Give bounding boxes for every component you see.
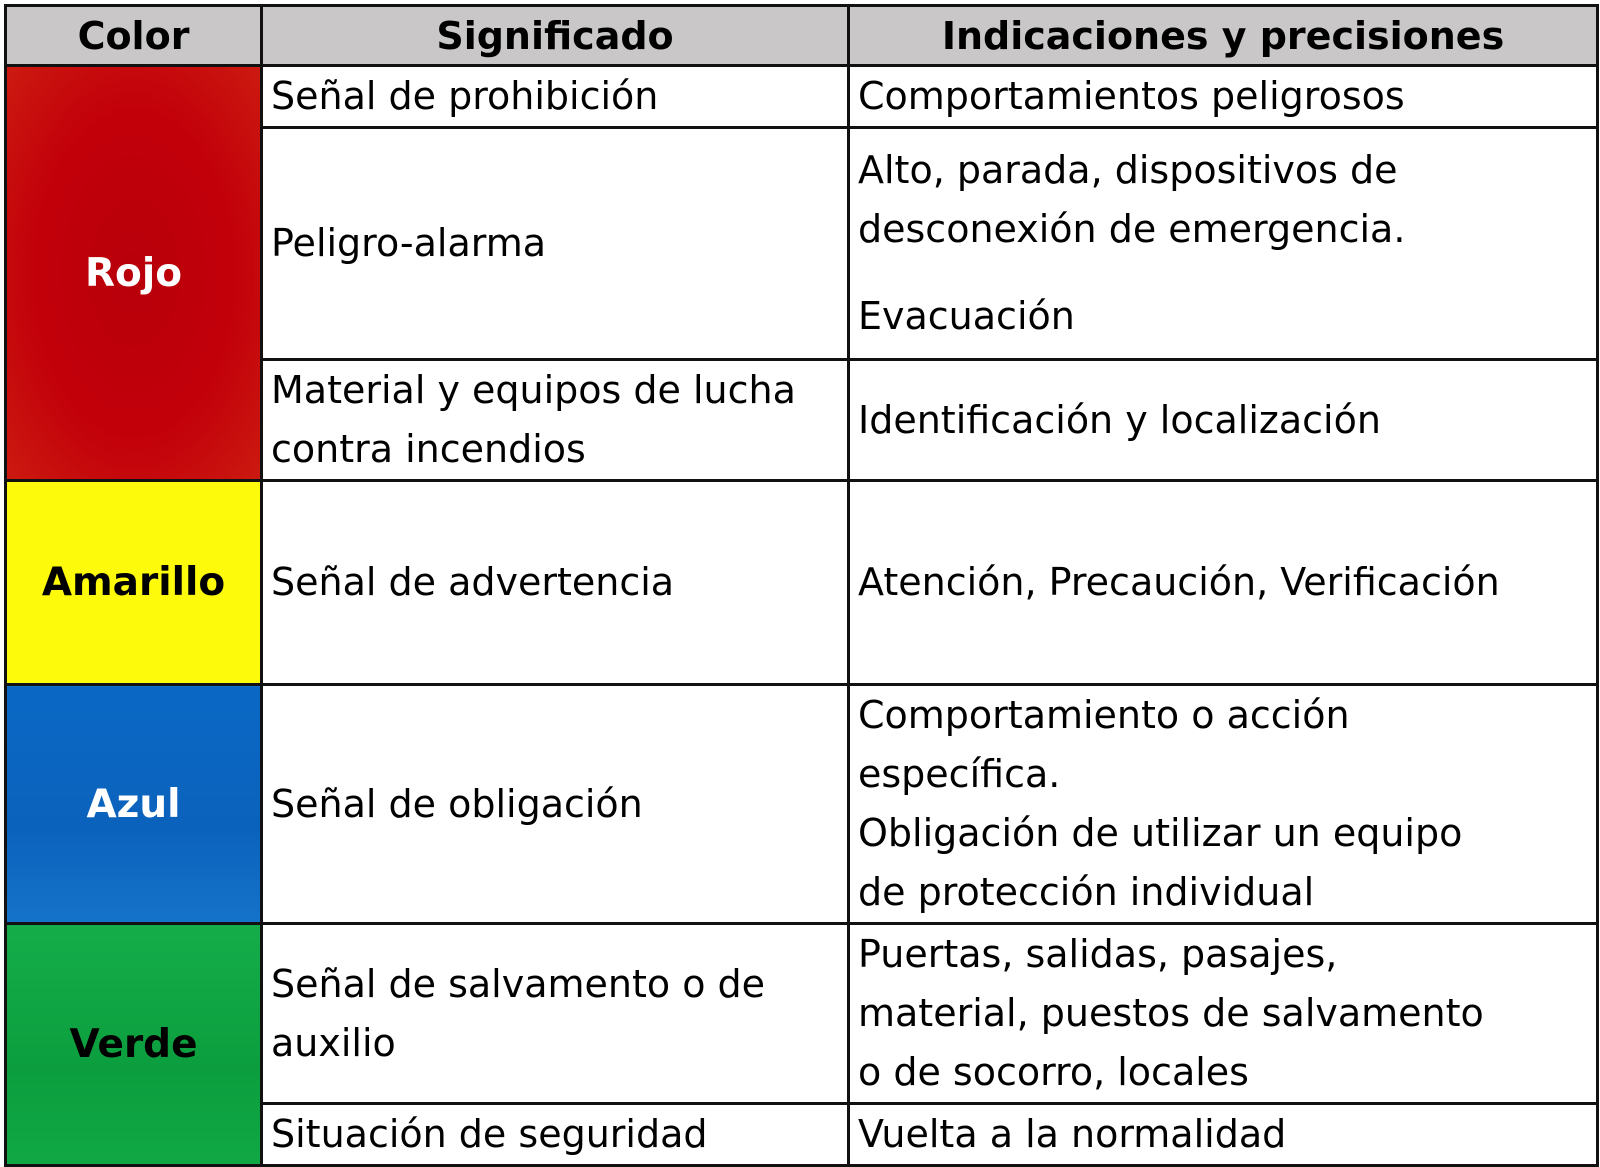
color-cell-rojo: Rojo <box>6 66 262 481</box>
color-signals-table <box>4 4 1599 1167</box>
significado-cell <box>262 685 849 924</box>
indicaciones-text: Vuelta a la normalidad <box>858 1112 1287 1156</box>
header-significado: Significado <box>262 6 849 66</box>
indicaciones-text: Evacuación <box>858 294 1075 338</box>
indicaciones-cell <box>849 360 1598 481</box>
significado-cell <box>262 360 849 481</box>
significado-cell <box>262 924 849 1104</box>
line-gap <box>858 259 1588 287</box>
indicaciones-cell <box>849 924 1598 1104</box>
table-row <box>6 481 1598 685</box>
indicaciones-cell <box>849 481 1598 685</box>
header-indicaciones: Indicaciones y precisiones <box>849 6 1598 66</box>
indicaciones-text: material, puestos de salvamento <box>858 991 1484 1035</box>
indicaciones-text: Alto, parada, dispositivos de <box>858 148 1398 192</box>
header-color: Color <box>6 6 262 66</box>
significado-text: Situación de seguridad <box>271 1112 708 1156</box>
table-row <box>6 66 1598 128</box>
indicaciones-text: desconexión de emergencia. <box>858 207 1406 251</box>
indicaciones-text: Puertas, salidas, pasajes, <box>858 932 1338 976</box>
indicaciones-text: Atención, Precaución, Verificación <box>858 560 1500 604</box>
indicaciones-cell <box>849 128 1598 360</box>
significado-text: auxilio <box>271 1020 396 1065</box>
significado-text: Peligro-alarma <box>271 221 547 265</box>
indicaciones-cell <box>849 66 1598 128</box>
indicaciones-text: o de socorro, locales <box>858 1050 1249 1094</box>
indicaciones-text: de protección individual <box>858 870 1315 914</box>
color-cell-azul: Azul <box>6 685 262 924</box>
significado-text: Señal de salvamento o de <box>271 961 766 1006</box>
significado-text: Señal de obligación <box>271 781 643 826</box>
significado-cell <box>262 481 849 685</box>
significado-text: Señal de advertencia <box>271 560 675 604</box>
indicaciones-cell <box>849 685 1598 924</box>
indicaciones-text: Comportamientos peligrosos <box>858 74 1405 118</box>
table-row <box>6 924 1598 1104</box>
color-cell-verde: Verde <box>6 924 262 1166</box>
significado-text: Material y equipos de lucha <box>271 368 796 412</box>
header-row <box>6 6 1598 66</box>
indicaciones-cell <box>849 1104 1598 1166</box>
indicaciones-text: específica. <box>858 752 1061 796</box>
indicaciones-text: Identificación y localización <box>858 397 1381 442</box>
indicaciones-text: Obligación de utilizar un equipo <box>858 811 1463 855</box>
color-cell-amarillo: Amarillo <box>6 481 262 685</box>
significado-text: contra incendios <box>271 427 586 471</box>
indicaciones-text: Comportamiento o acción <box>858 693 1350 737</box>
significado-text: Señal de prohibición <box>271 74 659 118</box>
significado-cell <box>262 66 849 128</box>
significado-cell <box>262 1104 849 1166</box>
table-row <box>6 685 1598 924</box>
significado-cell <box>262 128 849 360</box>
